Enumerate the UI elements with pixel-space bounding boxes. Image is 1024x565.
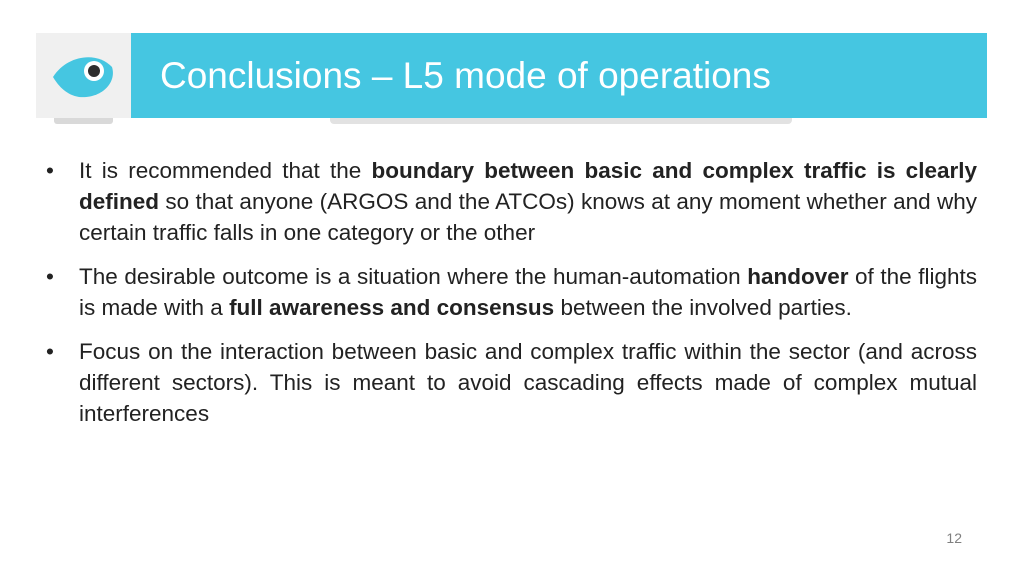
bullet-dot: • <box>46 264 54 289</box>
bullet-dot: • <box>46 339 54 364</box>
eye-icon <box>51 51 117 101</box>
page-title: Conclusions – L5 mode of operations <box>160 55 771 96</box>
logo-container <box>36 33 131 118</box>
bullet-text: of the flights is made with a <box>79 264 977 320</box>
bullet-bold-text: handover <box>747 264 849 289</box>
bullet-text: Focus on the interaction between basic and complex traffic within the sector (and across different sectors). This is meant to avoid cascading effects made of complex mutual interferences <box>79 339 977 426</box>
title-bar-shadow <box>330 118 792 124</box>
page-number: 12 <box>946 530 962 546</box>
bullet-list <box>46 155 977 442</box>
title-bar <box>131 33 987 118</box>
bullet-bold-text: full awareness and consensus <box>229 295 555 320</box>
bullet-text: between the involved parties. <box>554 295 852 320</box>
bullet-text: so that anyone (ARGOS and the ATCOs) knows at any moment whether and why certain traffic falls in one category or the other <box>79 189 977 245</box>
bullet-text: The desirable outcome is a situation where the human-automation <box>79 264 748 289</box>
bullet-item-interaction <box>46 336 977 429</box>
bullet-bold-text: boundary between basic and complex traffic is clearly defined <box>79 158 977 214</box>
bullet-dot: • <box>46 158 54 183</box>
bullet-item-handover <box>46 261 977 323</box>
bullet-item-boundary <box>46 155 977 248</box>
bullet-text: It is recommended that the <box>79 158 372 183</box>
